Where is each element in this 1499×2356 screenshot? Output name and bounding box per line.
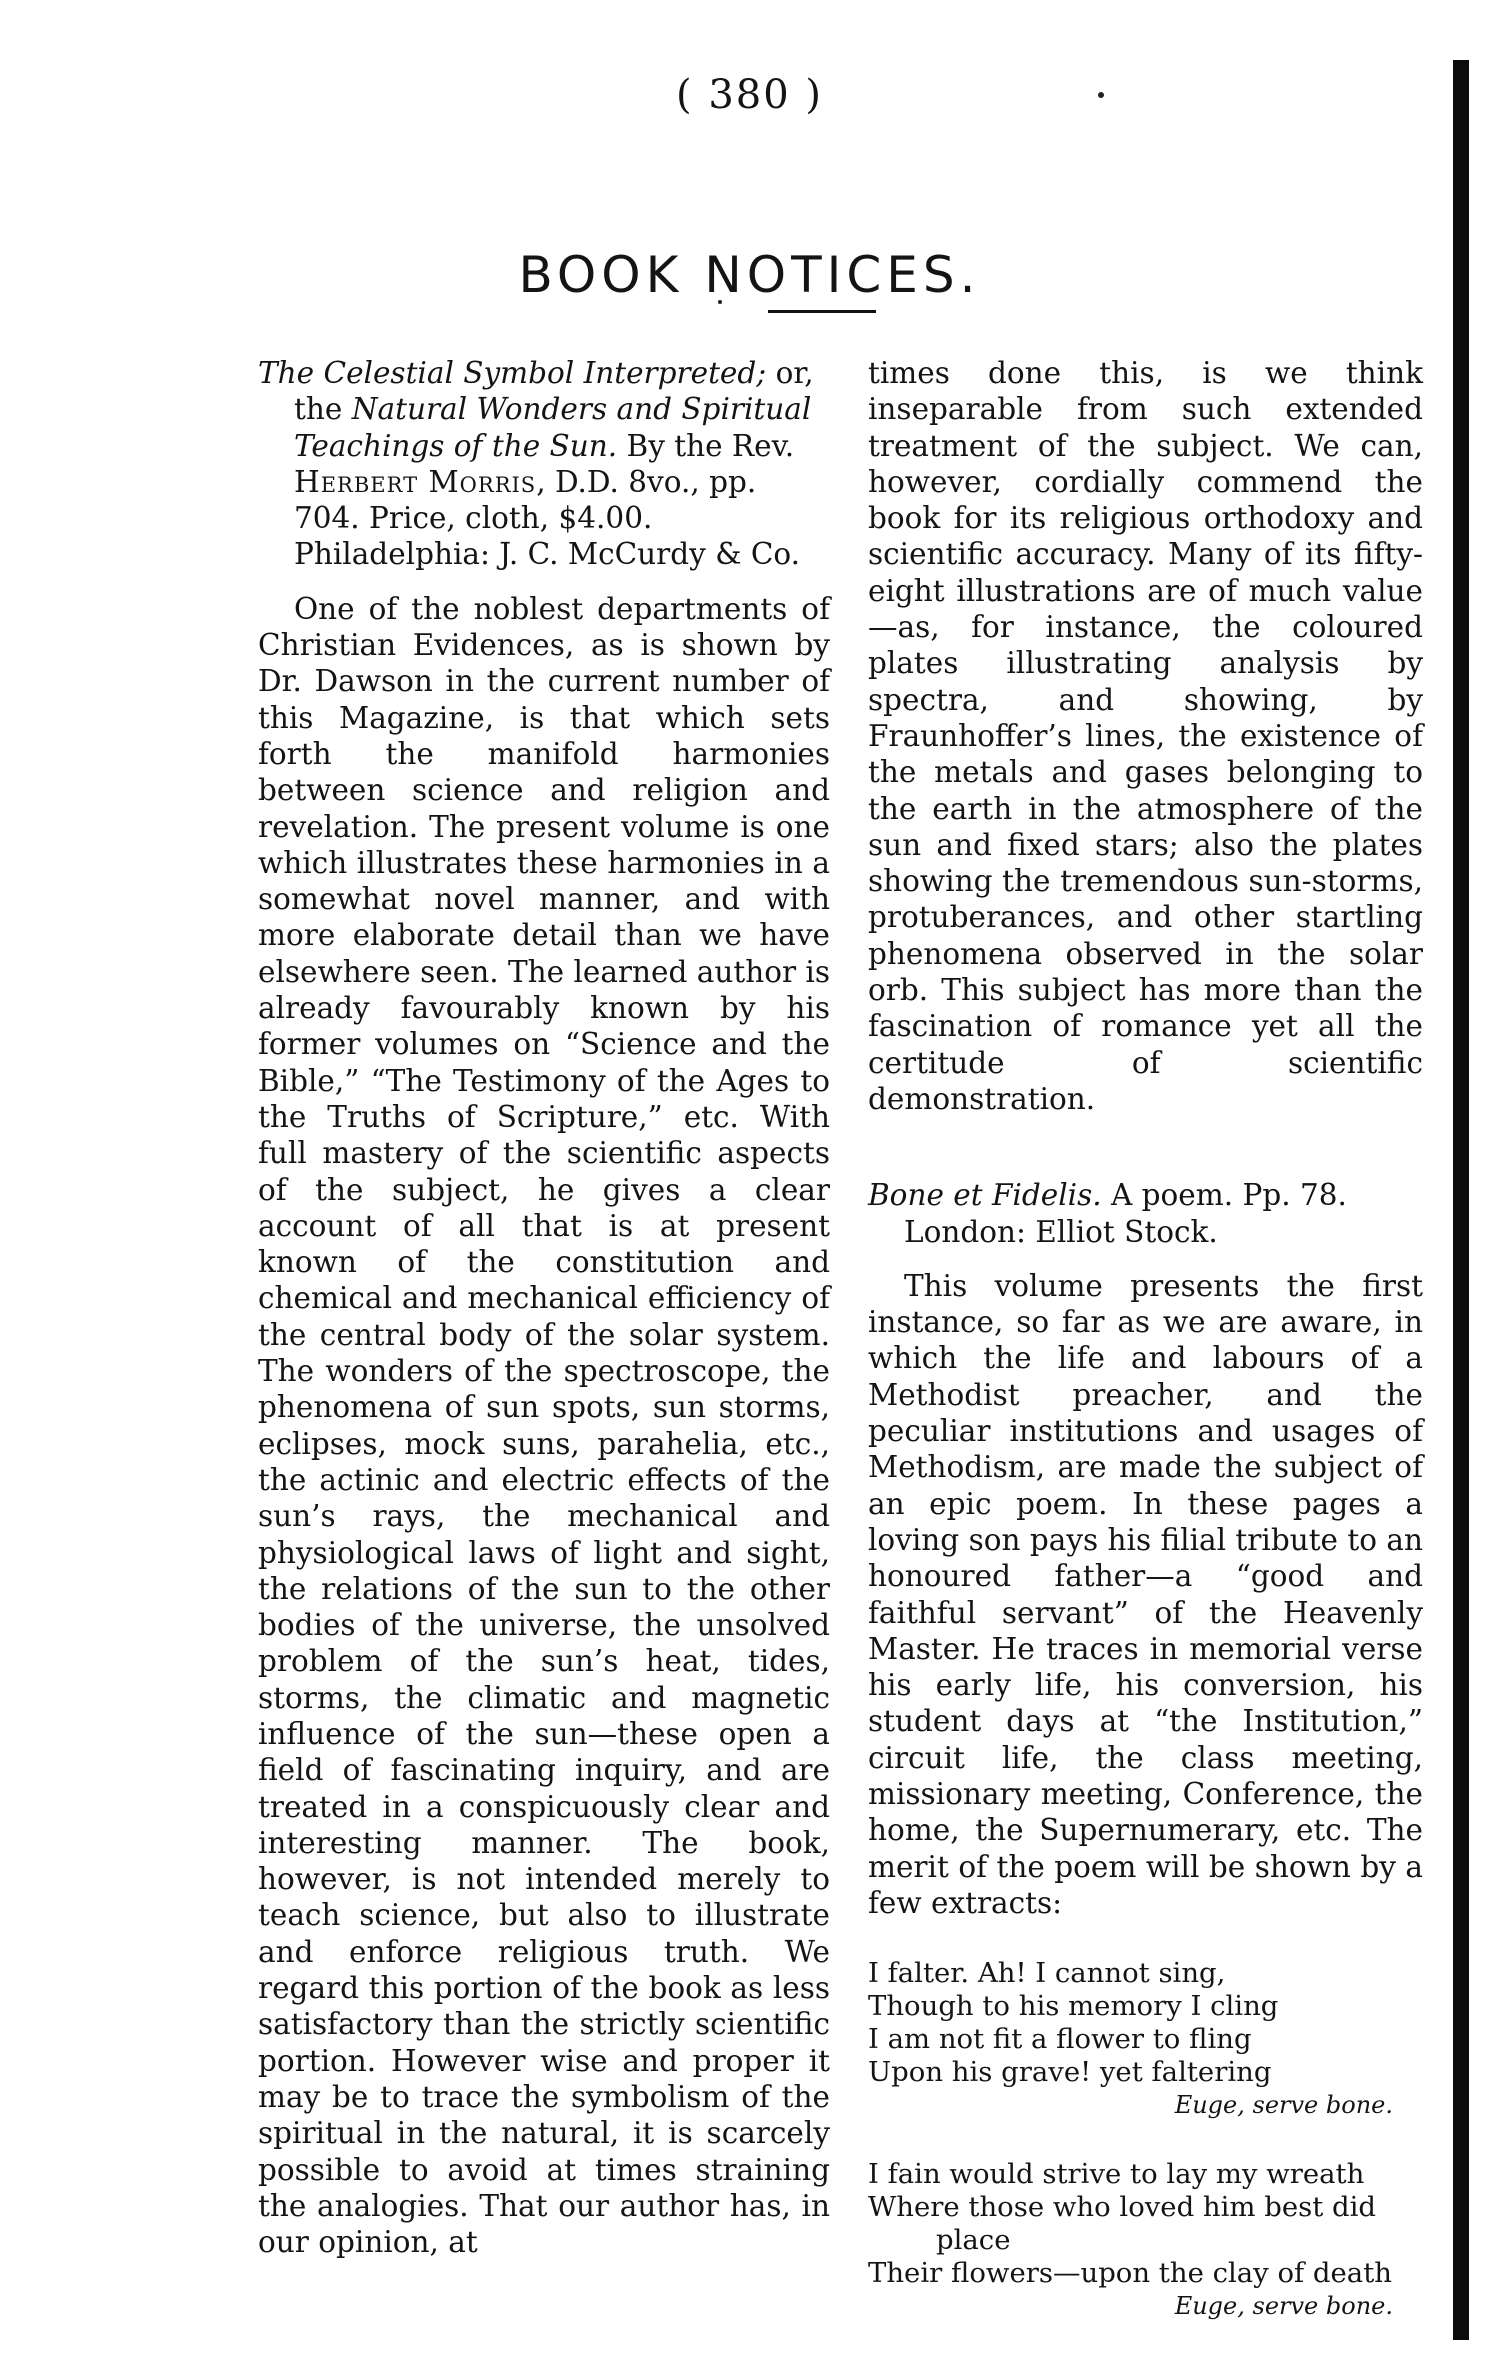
- poem-attribution: Euge, serve bone.: [1174, 2292, 1393, 2321]
- book-subtitle: Natural Wonders and Spiritual Teachings of the Sun.: [294, 392, 812, 463]
- poem-attribution: Euge, serve bone.: [1174, 2091, 1393, 2120]
- poem-line: place: [936, 2224, 1011, 2257]
- poem-line: I falter. Ah! I cannot sing,: [868, 1957, 1226, 1990]
- book-title: The Celestial Symbol Interpreted;: [258, 356, 767, 390]
- poem-line: Where those who loved him best did: [868, 2191, 1377, 2224]
- print-speck: [1098, 92, 1104, 98]
- poem-line: I fain would strive to lay my wreath: [868, 2158, 1365, 2191]
- book-entry-heading: [258, 355, 830, 573]
- title-divider: [768, 310, 876, 313]
- or-word: or, the: [294, 356, 814, 427]
- review-paragraph: One of the noblest departments of Christian Evidences, as is shown by Dr. Dawson in the current number of this Magazine, is that which sets forth the manifold harmonies between science and religion and revelation. The present volume is one which illustrates these harmonies in a somewhat novel manner, and with more elaborate detail than we have elsewhere seen. The learned author is already favourably known by his former volumes on “Science and the Bible,” “The Testimony of the Ages to the Truths of Scripture,” etc. With full mastery of the scientific aspects of the subject, he gives a clear account of all that is at present known of the constitution and chemical and mechanical efficiency of the central body of the solar system. The wonders of the spectroscope, the phenomena of sun spots, sun storms, eclipses, mock suns, parahelia, etc., the actinic and electric effects of the sun’s rays, the mechanical and physiological laws of light and sight, the relations of the sun to the other bodies of the universe, the unsolved problem of the sun’s heat, tides, storms, the climatic and magnetic influence of the sun—these open a field of fascinating inquiry, and are treated in a conspicuously clear and interesting manner. The book, however, is not intended merely to teach science, but also to illustrate and enforce religious truth. We regard this portion of the book as less satisfactory than the strictly scientific portion. However wise and proper it may be to trace the symbolism of the spiritual in the natural, it is scarcely possible to avoid at times straining the analogies. That our author has, in our opinion, at: [258, 591, 831, 2260]
- poem-line: Upon his grave! yet faltering: [868, 2056, 1272, 2089]
- book-title-2: Bone et Fidelis.: [868, 1178, 1102, 1213]
- review-paragraph-2: This volume presents the first instance, so far as we are aware, in which the life and labours of a Methodist preacher, and the peculiar institutions and usages of Methodism, are made the subject of an epic poem. In these pages a loving son pays his filial tribute to an honoured father—a “good and faithful servant” of the Heavenly Master. He traces in memorial verse his early life, his conversion, his student days at “the Institution,” circuit life, the class meeting, missionary meeting, Conference, the home, the Supernumerary, etc. The merit of the poem will be shown by a few extracts:: [868, 1268, 1423, 1920]
- book-details: , D.D. 8vo., pp. 704. Price, cloth, $4.00. Philadelphia: J. C. McCurdy & Co.: [294, 464, 801, 572]
- poem-line: Though to his memory I cling: [868, 1990, 1279, 2023]
- poem-line: Their flowers—upon the clay of death: [868, 2257, 1392, 2290]
- book-details-2: A poem. Pp. 78. London: Elliot Stock.: [904, 1178, 1347, 1249]
- right-column: [868, 355, 1423, 2323]
- poem-stanza-1: [868, 1957, 1423, 2122]
- poem-stanza-2: [868, 2158, 1423, 2323]
- left-column: [258, 355, 830, 2260]
- section-title: BOOK NOTICES.: [518, 245, 981, 304]
- book-entry-heading-2: [868, 1177, 1423, 1250]
- poem-line: I am not fit a flower to fling: [868, 2023, 1252, 2056]
- by-text: By the Rev.: [626, 428, 795, 463]
- page-number: ( 380 ): [676, 72, 823, 118]
- page-edge-shadow: [1453, 60, 1469, 2340]
- review-continuation: times done this, is we think inseparable from such extended treatment of the subject. We can, however, cordially commend the book for its religious orthodoxy and scientific accuracy. Many of its fifty-eight illustrations are of much value—as, for instance, the coloured plates illustrating analysis by spectra, and showing, by Fraunhoffer’s lines, the existence of the metals and gases belonging to the earth in the atmosphere of the sun and fixed stars; also the plates showing the tremendous sun-storms, protuberances, and other startling phenomena observed in the solar orb. This subject has more than the fascination of romance yet all the certitude of scientific demonstration.: [868, 356, 1423, 1116]
- book-author: Herbert Morris: [294, 464, 537, 499]
